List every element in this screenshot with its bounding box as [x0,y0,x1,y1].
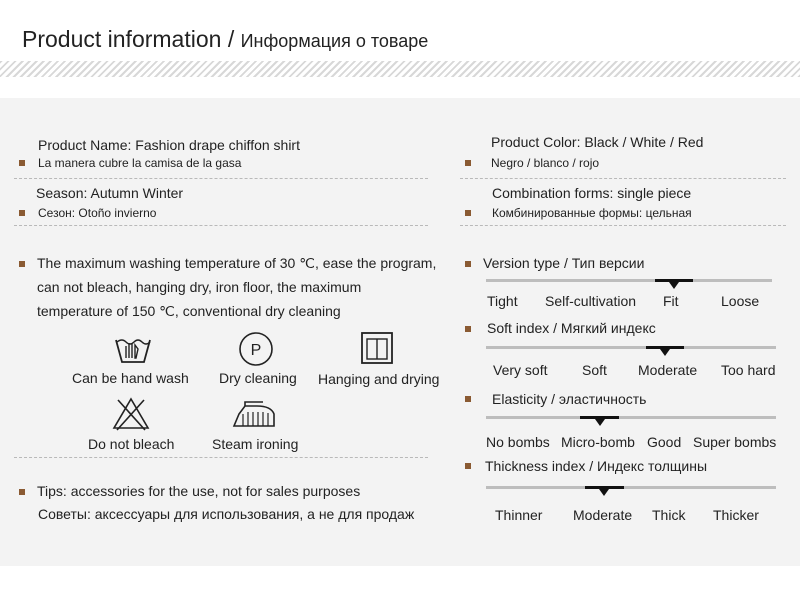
bullet-icon [19,489,25,495]
elasticity-title: Elasticity / эластичность [492,391,647,407]
bullet-icon [465,160,471,166]
no-bleach-icon [112,396,150,432]
thickness-option-selected: Moderate [573,507,633,523]
svg-text:P: P [250,342,262,359]
washing-line-1: The maximum washing temperature of 30 ℃, ease the program, [37,255,437,271]
thickness-option: Thicker [713,507,759,523]
product-color-alt: Negro / blanco / rojo [491,156,600,170]
thickness-title: Thickness index / Индекс толщины [485,458,708,474]
steam-iron-icon [231,400,277,430]
product-name-alt: La manera cubre la camisa de la gasa [38,156,242,170]
divider [460,225,786,226]
divider [460,178,786,179]
thickness-scale [486,486,776,489]
page-title [22,26,428,53]
soft-index-pointer-icon [660,349,670,356]
tips-text-en: Tips: accessories for the use, not for sales purposes [37,483,361,499]
version-type-title: Version type / Тип версии [483,255,645,271]
elasticity-option: No bombs [486,434,550,450]
product-name-text: Product Name: Fashion drape chiffon shirt [38,137,300,153]
soft-index-option: Very soft [493,362,548,378]
soft-index-option-selected: Moderate [638,362,698,378]
title-ru: Информация о товаре [240,31,429,51]
version-type-option: Self-cultivation [545,293,637,309]
info-panel [0,98,800,566]
version-type-option: Tight [487,293,518,309]
no-bleach-label: Do not bleach [88,436,175,452]
version-type-option-selected: Fit [663,293,679,309]
elasticity-option: Good [647,434,682,450]
elasticity-option-selected: Micro-bomb [561,434,635,450]
bullet-icon [465,463,471,469]
soft-index-title: Soft index / Мягкий индекс [487,320,656,336]
hand-wash-icon [114,332,152,366]
combination-text: Combination forms: single piece [492,185,692,201]
washing-line-2: can not bleach, hanging dry, iron floor, the maximum [37,279,362,295]
tips-text-ru: Советы: аксессуары для использования, а не для продаж [38,506,415,522]
version-type-pointer-icon [669,282,679,289]
dry-cleaning-label: Dry cleaning [219,370,297,386]
hanging-dry-icon [360,331,394,365]
dry-cleaning-icon [238,331,274,367]
thickness-option: Thick [652,507,686,523]
version-type-option: Loose [721,293,760,309]
soft-index-scale [486,346,776,349]
bullet-icon [465,326,471,332]
thickness-option: Thinner [495,507,543,523]
washing-line-3: temperature of 150 ℃, conventional dry cleaning [37,303,341,319]
bullet-icon [465,396,471,402]
season-alt: Сезон: Otoño invierno [38,206,157,220]
soft-index-option: Too hard [721,362,776,378]
divider [14,457,428,458]
hanging-dry-label: Hanging and drying [318,371,440,387]
season-text: Season: Autumn Winter [36,185,184,201]
bullet-icon [19,210,25,216]
version-type-scale [486,279,772,282]
combination-alt: Комбинированные формы: цельная [492,206,692,220]
bullet-icon [465,261,471,267]
title-separator: / [221,26,241,52]
product-color-text: Product Color: Black / White / Red [491,134,704,150]
divider [14,178,428,179]
bullet-icon [19,261,25,267]
elasticity-scale [486,416,776,419]
thickness-pointer-icon [599,489,609,496]
divider [14,225,428,226]
bullet-icon [465,210,471,216]
hand-wash-label: Can be hand wash [72,370,189,386]
bullet-icon [19,160,25,166]
elasticity-option: Super bombs [693,434,777,450]
elasticity-pointer-icon [595,419,605,426]
title-en: Product information [22,26,222,52]
header-stripe-divider [0,61,800,77]
soft-index-option: Soft [582,362,607,378]
steam-iron-label: Steam ironing [212,436,299,452]
